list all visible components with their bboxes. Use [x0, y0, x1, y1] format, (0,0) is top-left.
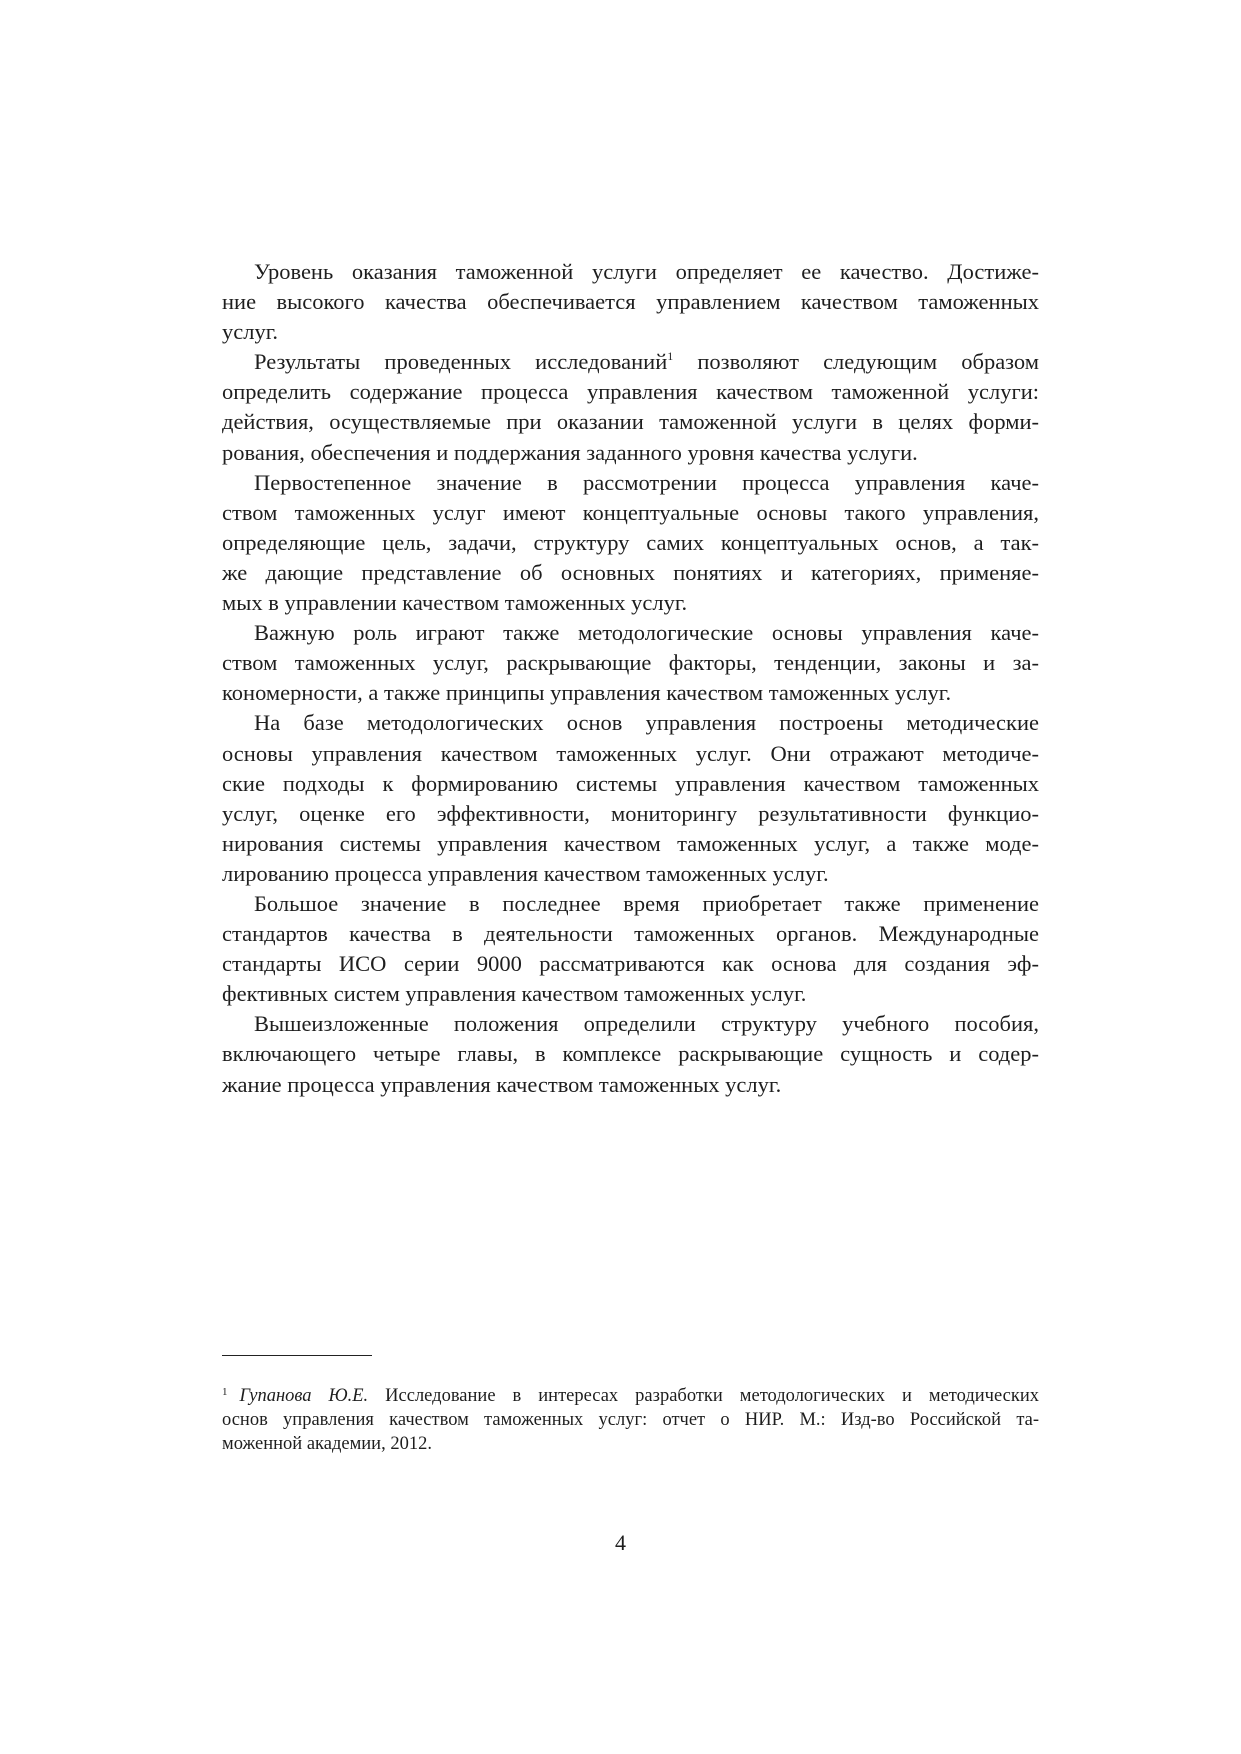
- footnote-divider: [222, 1355, 372, 1356]
- footnote-mark: 1: [222, 1386, 228, 1398]
- text-line: действия, осуществляемые при оказании таможенной услуги в целях форми-: [222, 409, 1039, 435]
- body-text: [222, 257, 1039, 1100]
- paragraph: [222, 618, 1039, 708]
- footnote-line: моженной академии, 2012.: [222, 1434, 432, 1454]
- text-line: ские подходы к формированию системы управления качеством таможенных: [222, 770, 1039, 796]
- text-line: услуг.: [222, 319, 279, 345]
- text-line: Вышеизложенные положения определили структуру учебного пособия,: [254, 1011, 1039, 1037]
- paragraph: [222, 708, 1039, 889]
- footnote-line: [222, 1380, 1039, 1408]
- text-line: основы управления качеством таможенных услуг. Они отражают методиче-: [222, 740, 1039, 766]
- footnote-line: основ управления качеством таможенных услуг: отчет о НИР. М.: Изд-во Российской та-: [222, 1410, 1039, 1430]
- text-line: ством таможенных услуг, раскрывающие факторы, тенденции, законы и за-: [222, 650, 1039, 676]
- text-line: Уровень оказания таможенной услуги определяет ее качество. Достиже-: [254, 259, 1039, 284]
- text-line: ние высокого качества обеспечивается управлением качеством таможенных: [222, 289, 1039, 315]
- text-line: рования, обеспечения и поддержания заданного уровня качества услуги.: [222, 439, 918, 465]
- text-line: стандартов качества в деятельности таможенных органов. Международные: [222, 921, 1039, 947]
- text-line: нирования системы управления качеством таможенных услуг, а также моде-: [222, 830, 1039, 856]
- text-line: определить содержание процесса управления качеством таможенной услуги:: [222, 379, 1039, 405]
- footnote: [222, 1380, 1039, 1456]
- paragraph: [222, 1009, 1039, 1099]
- text-line: ством таможенных услуг имеют концептуальные основы такого управления,: [222, 499, 1039, 525]
- text-line: жание процесса управления качеством таможенных услуг.: [222, 1071, 782, 1097]
- paragraph: [222, 468, 1039, 618]
- text-line: фективных систем управления качеством таможенных услуг.: [222, 981, 807, 1007]
- footnote-reference[interactable]: 1: [667, 349, 674, 364]
- text-fragment: Результаты проведенных исследований: [254, 349, 668, 375]
- footnote-text: Исследование в интересах разработки методологических и методических: [385, 1386, 1039, 1406]
- text-line: Первостепенное значение в рассмотрении процесса управления каче-: [254, 469, 1039, 495]
- text-line: лированию процесса управления качеством таможенных услуг.: [222, 860, 829, 886]
- page-number: 4: [615, 1530, 626, 1555]
- text-line: [222, 347, 1039, 377]
- text-line: включающего четыре главы, в комплексе раскрывающие сущность и содер-: [222, 1041, 1039, 1067]
- text-line: Важную роль играют также методологические основы управления каче-: [254, 620, 1039, 646]
- text-line: услуг, оценке его эффективности, мониторингу результативности функцио-: [222, 800, 1039, 826]
- text-fragment: позволяют следующим образом: [697, 349, 1039, 375]
- paragraph: [222, 347, 1039, 467]
- paragraph: [222, 257, 1039, 347]
- paragraph: [222, 889, 1039, 1009]
- text-line: На базе методологических основ управления построены методические: [254, 710, 1039, 736]
- footnote-author: Гупанова Ю.Е.: [239, 1386, 369, 1406]
- text-line: кономерности, а также принципы управления качеством таможенных услуг.: [222, 680, 952, 706]
- text-line: Большое значение в последнее время приобретает также применение: [254, 890, 1039, 916]
- text-line: мых в управлении качеством таможенных услуг.: [222, 590, 688, 616]
- text-line: стандарты ИСО серии 9000 рассматриваются как основа для создания эф-: [222, 951, 1039, 977]
- text-line: определяющие цель, задачи, структуру самих концептуальных основ, а так-: [222, 529, 1039, 555]
- text-line: же дающие представление об основных понятиях и категориях, применяе-: [222, 559, 1039, 585]
